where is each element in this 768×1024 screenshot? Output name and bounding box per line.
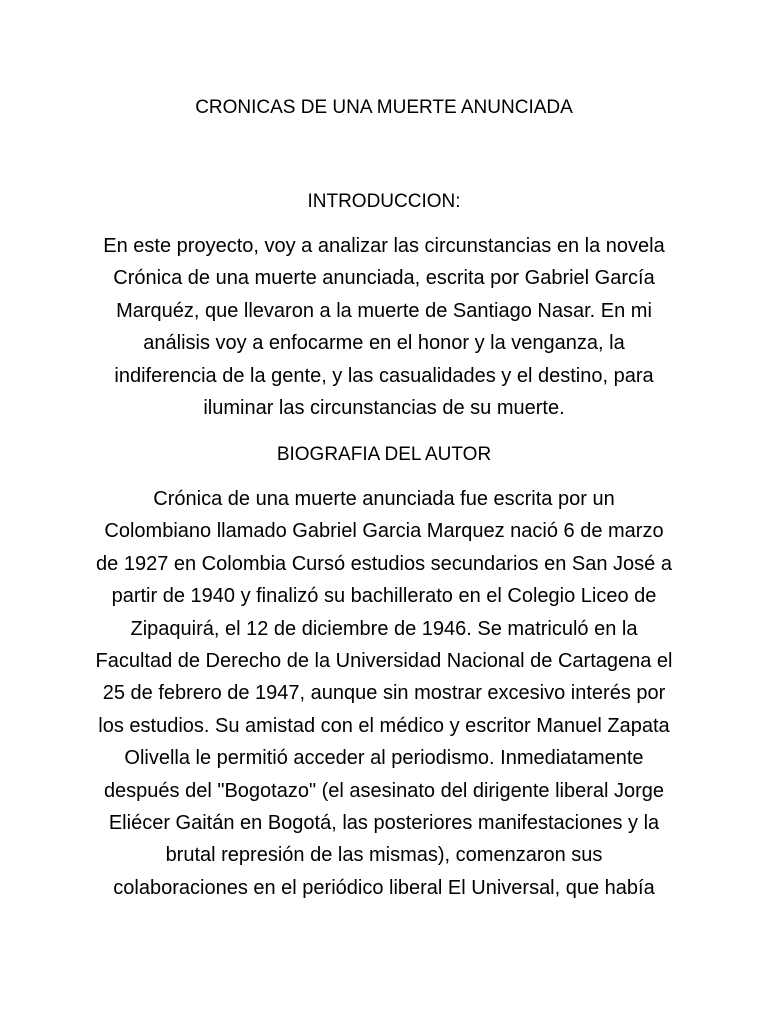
paragraph-line: Crónica de una muerte anunciada, escrita por Gabriel García [113, 267, 655, 290]
paragraph-line: Facultad de Derecho de la Universidad Nacional de Cartagena el [95, 650, 673, 673]
paragraph-line: iluminar las circunstancias de su muerte. [203, 397, 565, 420]
paragraph-line: Zipaquirá, el 12 de diciembre de 1946. Se matriculó en la [130, 617, 638, 640]
paragraph-line: Marquéz, que llevaron a la muerte de Santiago Nasar. En mi [116, 299, 652, 322]
paragraph-line: Olivella le permitió acceder al periodismo. Inmediatamente [124, 747, 644, 770]
paragraph-line: brutal represión de las mismas), comenzaron sus [165, 844, 603, 867]
paragraph-line: Crónica de una muerte anunciada fue escrita por un [153, 488, 615, 510]
paragraph-line: después del "Bogotazo" (el asesinato del dirigente liberal Jorge [103, 779, 665, 802]
paragraph-line: colaboraciones en el periódico liberal El Universal, que había [113, 876, 655, 899]
paragraph-line: En este proyecto, voy a analizar las circunstancias en la novela [103, 235, 665, 257]
paragraph-line: partir de 1940 y finalizó su bachillerato en el Colegio Liceo de [111, 585, 657, 608]
paragraph-line: indiferencia de la gente, y las casualidades y el destino, para [114, 364, 654, 387]
biography-paragraph [0, 483, 768, 904]
paragraph-line: Colombiano llamado Gabriel Garcia Marquez nació 6 de marzo [104, 520, 664, 543]
paragraph-line: Eliécer Gaitán en Bogotá, las posteriores manifestaciones y la [108, 812, 660, 835]
introduction-paragraph [0, 230, 768, 424]
introduction-heading: INTRODUCCION: [307, 191, 461, 212]
paragraph-line: 25 de febrero de 1947, aunque sin mostrar excesivo interés por [102, 682, 666, 705]
paragraph-line: los estudios. Su amistad con el médico y escritor Manuel Zapata [98, 714, 670, 737]
paragraph-line: análisis voy a enfocarme en el honor y la venganza, la [143, 332, 625, 355]
document-title: CRONICAS DE UNA MUERTE ANUNCIADA [195, 97, 573, 118]
paragraph-line: de 1927 en Colombia Cursó estudios secundarios en San José a [96, 552, 672, 575]
biography-heading: BIOGRAFIA DEL AUTOR [276, 444, 492, 465]
